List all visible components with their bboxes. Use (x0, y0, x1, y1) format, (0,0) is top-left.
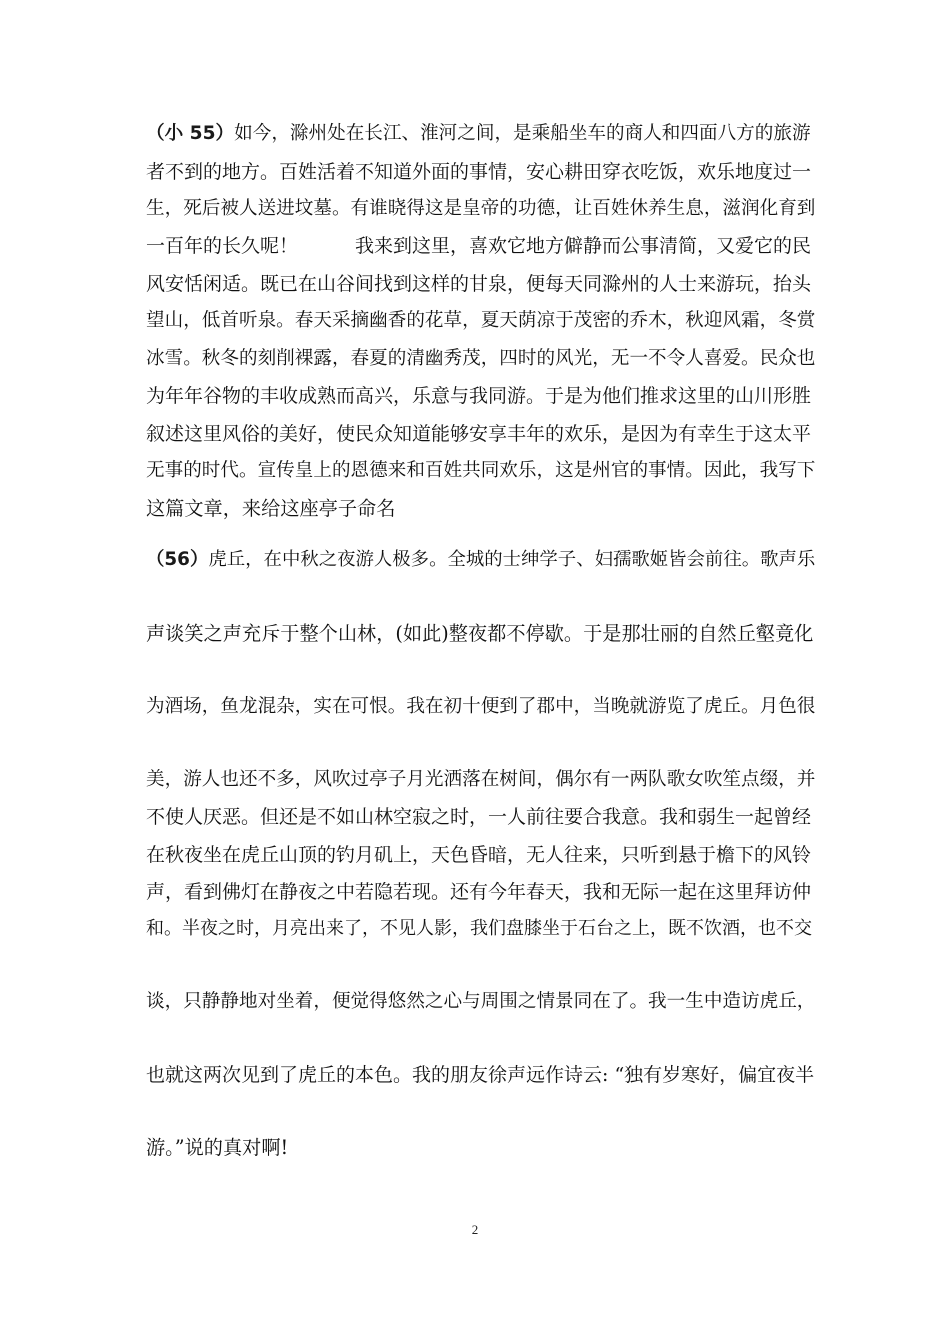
paragraph-55-line-10: 无事的时代。宣传皇上的恩德来和百姓共同欢乐，这是州官的事情。因此，我写下 (146, 460, 816, 481)
paragraph-55-line-9: 叙述这里风俗的美好，使民众知道能够安享丰年的欢乐，是因为有幸生于这太平 (146, 423, 812, 445)
paragraph-55-line-3: 生，死后被人送进坟墓。有谁晓得这是皇帝的功德，让百姓休养生息，滋润化育到 (146, 198, 816, 219)
paragraph-56-line-7: 声，看到佛灯在静夜之中若隐若现。还有今年春天，我和无际一起在这里拜访仲 (146, 881, 812, 903)
paragraph-56-line-9: 谈，只静静地对坐着，便觉得悠然之心与周围之情景同在了。我一生中造访虎丘， (146, 991, 816, 1012)
paragraph-55-line-1: （小 55）如今，滁州处在长江、淮河之间，是乘船坐车的商人和四面八方的旅游 (146, 123, 811, 144)
paragraph-56-line-6: 在秋夜坐在虎丘山顶的钓月矶上，天色昏暗，无人往来，只听到悬于檐下的风铃 (146, 844, 812, 866)
section-label-55: （小 55） (146, 123, 235, 144)
paragraph-56-line-1: （56）虎丘，在中秋之夜游人极多。全城的士绅学子、妇孺歌姬皆会前往。歌声乐 (146, 549, 816, 570)
paragraph-56-line-8: 和。半夜之时，月亮出来了，不见人影，我们盘膝坐于石台之上，既不饮酒，也不交 (146, 918, 812, 939)
paragraph-56-line-3: 为酒场，鱼龙混杂，实在可恨。我在初十便到了郡中，当晚就游览了虎丘。月色很 (146, 696, 816, 717)
paragraph-55-line-6: 望山，低首听泉。春天采摘幽香的花草，夏天荫凉于茂密的乔木，秋迎风霜，冬赏 (146, 310, 816, 331)
section-label-56: （56） (146, 549, 209, 570)
page-number: 2 (471, 1222, 479, 1237)
paragraph-56-line-2: 声谈笑之声充斥于整个山林，(如此)整夜都不停歇。于是那壮丽的自然丘壑竟化 (146, 622, 814, 645)
paragraph-55-line-4: 一百年的长久呢！ 我来到这里，喜欢它地方僻静而公事清简，又爱它的民 (146, 235, 812, 257)
paragraph-55-line-8: 为年年谷物的丰收成熟而高兴，乐意与我同游。于是为他们推求这里的山川形胜 (146, 385, 812, 407)
paragraph-56-line-4: 美，游人也还不多，风吹过亭子月光洒落在树间，偶尔有一两队歌女吹笙点缀，并 (146, 769, 816, 790)
paragraph-55-line-5: 风安恬闲适。既已在山谷间找到这样的甘泉，便每天同滁州的人士来游玩，抬头 (146, 273, 812, 295)
paragraph-56-line-5: 不使人厌恶。但还是不如山林空寂之时，一人前往要合我意。我和弱生一起曾经 (146, 806, 812, 828)
paragraph-56-line-10: 也就这两次见到了虎丘的本色。我的朋友徐声远作诗云: “独有岁寒好，偏宜夜半 (146, 1064, 815, 1086)
paragraph-55-line-2: 者不到的地方。百姓活着不知道外面的事情，安心耕田穿衣吃饭，欢乐地度过一 (146, 161, 812, 183)
paragraph-55-line-11: 这篇文章，来给这座亭子命名 (146, 497, 396, 520)
paragraph-55-line-7: 冰雪。秋冬的刻削裸露，春夏的清幽秀茂，四时的风光，无一不令人喜爱。民众也 (146, 348, 816, 369)
paragraph-56-line-11: 游。”说的真对啊! (146, 1136, 289, 1159)
